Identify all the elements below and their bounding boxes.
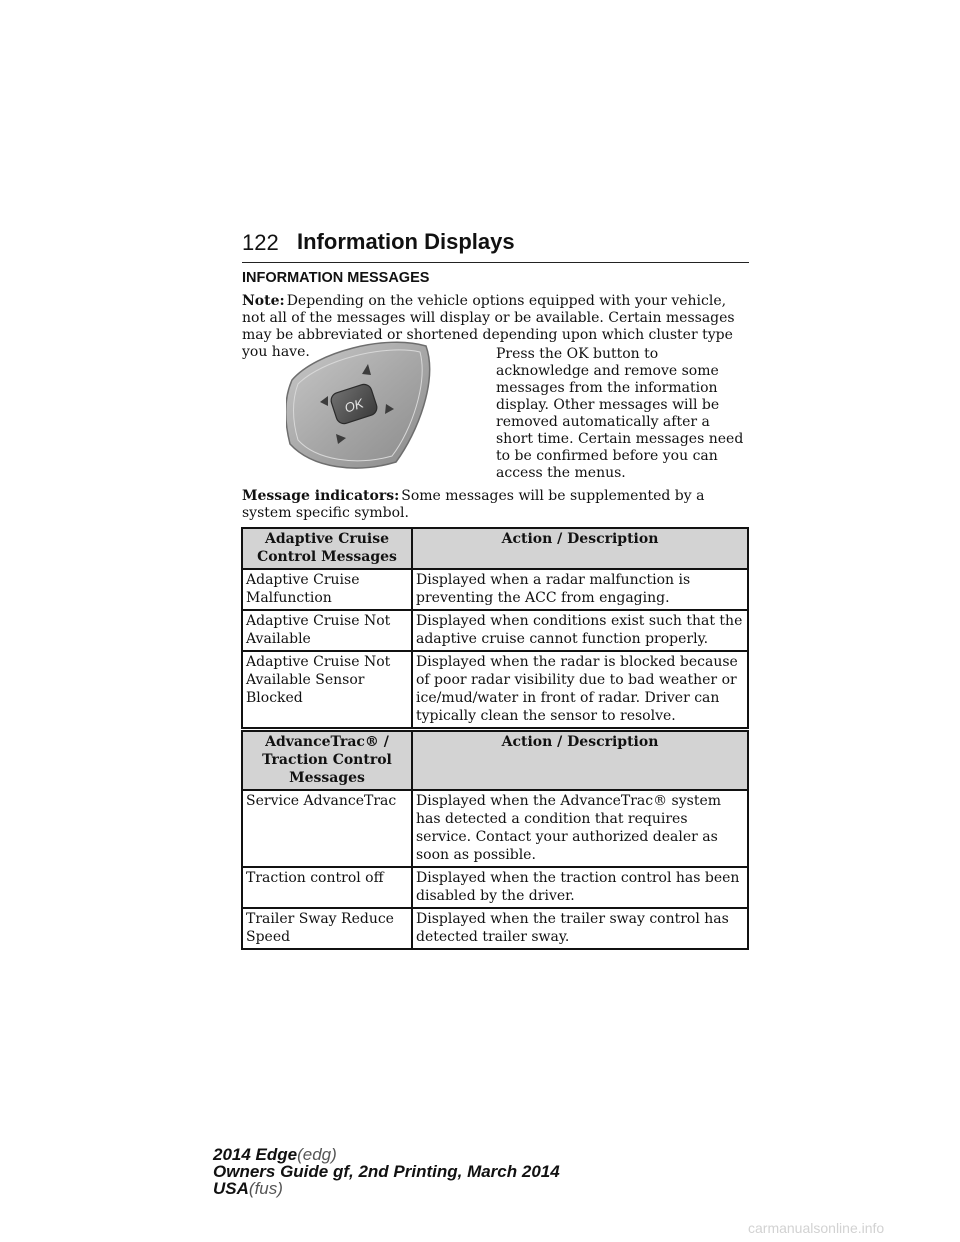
adaptive-cruise-table — [241, 527, 749, 729]
ok-button-label: OK — [342, 395, 366, 416]
table-row — [242, 908, 748, 949]
table-row — [242, 610, 748, 651]
table-row — [242, 867, 748, 908]
table-header-row — [242, 528, 748, 569]
section-title: INFORMATION MESSAGES — [242, 270, 430, 286]
page-header — [242, 228, 749, 262]
indicators-label: Message indicators: — [242, 488, 400, 504]
note-text: Depending on the vehicle options equipped with your vehicle, not all of the messages will display or be available. Certain messages may be abbreviated or shortened depending upon which cluster type you have. — [242, 293, 735, 360]
message-name: Adaptive Cruise Not Available Sensor Blocked — [242, 651, 412, 728]
table-row — [242, 790, 748, 867]
table-header-row — [242, 731, 748, 790]
column-header: AdvanceTrac® / Traction Control Messages — [242, 731, 412, 790]
table-row — [242, 651, 748, 728]
header-rule — [242, 262, 749, 263]
message-description: Displayed when conditions exist such that the adaptive cruise cannot function properly. — [412, 610, 748, 651]
message-name: Adaptive Cruise Not Available — [242, 610, 412, 651]
message-description: Displayed when the AdvanceTrac® system has detected a condition that requires service. Contact your authorized dealer as soon as possible. — [412, 790, 748, 867]
footer-market-code: (fus) — [248, 1179, 283, 1198]
message-name: Service AdvanceTrac — [242, 790, 412, 867]
watermark: carmanualsonline.info — [748, 1220, 885, 1236]
column-header: Action / Description — [412, 731, 748, 790]
advancetrac-table — [241, 730, 749, 950]
chapter-title: Information Displays — [297, 229, 515, 254]
footer-market: USA — [213, 1179, 249, 1198]
message-description: Displayed when the trailer sway control has detected trailer sway. — [412, 908, 748, 949]
footer-edition: Owners Guide gf, 2nd Printing, March 2014 — [213, 1162, 560, 1181]
message-description: Displayed when the traction control has been disabled by the driver. — [412, 867, 748, 908]
ok-steering-wheel-button-icon — [286, 340, 436, 472]
footer-model-code: (edg) — [297, 1145, 337, 1164]
message-name: Traction control off — [242, 867, 412, 908]
message-name: Adaptive Cruise Malfunction — [242, 569, 412, 610]
footer-model: 2014 Edge — [213, 1145, 298, 1164]
message-name: Trailer Sway Reduce Speed — [242, 908, 412, 949]
column-header: Adaptive Cruise Control Messages — [242, 528, 412, 569]
ok-instructions: Press the OK button to acknowledge and remove some messages from the information display. Other messages will be removed automatically after a short time. Certain messages need to be confirmed before you can access the menus. — [496, 346, 744, 481]
note-label: Note: — [242, 293, 285, 309]
message-indicators — [242, 488, 749, 522]
page-number: 122 — [242, 230, 279, 255]
column-header: Action / Description — [412, 528, 748, 569]
indicators-text: Some messages will be supplemented by a system specific symbol. — [242, 488, 705, 521]
table-row — [242, 569, 748, 610]
message-description: Displayed when a radar malfunction is preventing the ACC from engaging. — [412, 569, 748, 610]
page-footer — [213, 1146, 560, 1197]
message-description: Displayed when the radar is blocked because of poor radar visibility due to bad weather or ice/mud/water in front of radar. Driver can typically clean the sensor to resolve. — [412, 651, 748, 728]
